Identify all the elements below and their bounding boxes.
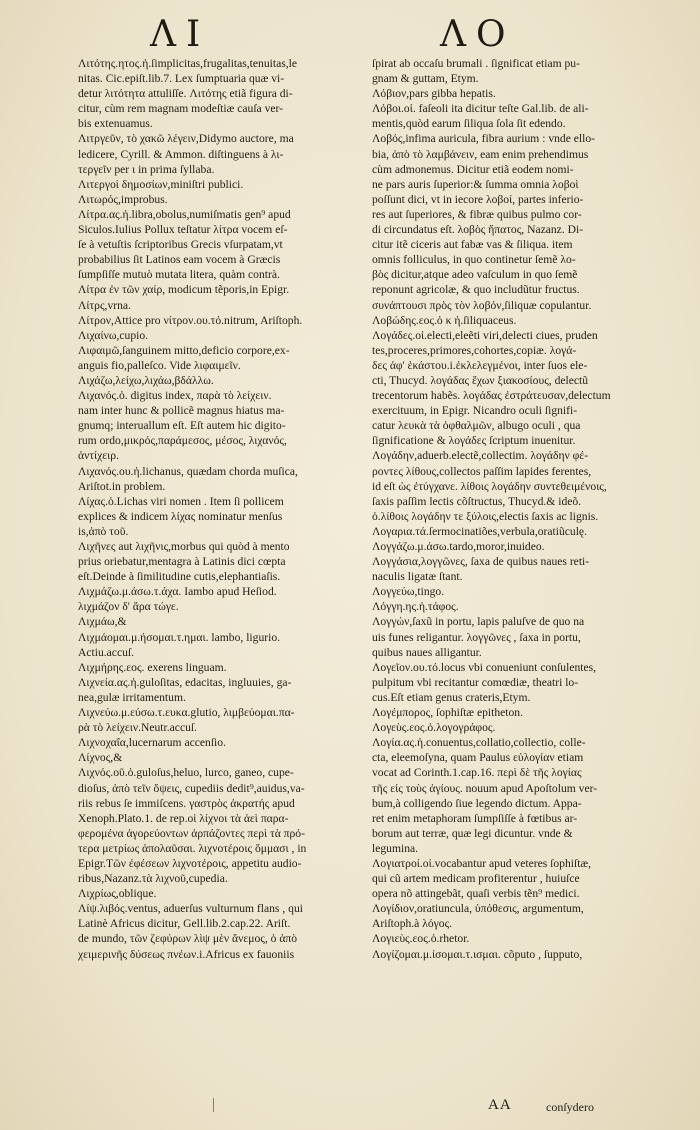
text-line: Xenoph.Plato.1. de rep.οἱ λίχνοι τὰ ἀεὶ παρα- — [78, 811, 289, 825]
text-line: poſſunt dici, vt in iecore λοβοί, partes inferio- — [372, 192, 584, 206]
text-line: Λογία.ας.ἡ.conuentus,collatio,collectio, colle- — [372, 736, 586, 750]
text-line: Λιτότης.ητος.ἡ.ſimplicitas,frugalitas,tenuitas,le — [78, 57, 298, 70]
text-line: Λοβώδης.εος.ὁ κ ἡ.ſiliquaceus. — [372, 313, 517, 327]
text-line: Λογγάσια,λογγῶνες, ſaxa de quibus naues reti- — [372, 555, 590, 569]
text-line: βὸς dicitur,atque adeo vaſculum in quo ſemẽ — [372, 268, 578, 282]
text-line: Λίτρς,vrna. — [78, 298, 131, 312]
text-line: Λιτωρός,improbus. — [78, 192, 168, 206]
text-line: pulpitum vbi recitantur comœdiæ, theatri lo- — [372, 675, 579, 689]
text-line: Λίτρα ἐν τῶν χαίρ, modicum tẽporis,in Epigr. — [78, 283, 290, 297]
text-line: τῆς εἰς τοὺς ἁγίους. nouum apud Apoſtolum ver- — [372, 781, 598, 795]
text-line: Λιχμήρης.εος. exerens linguam. — [78, 660, 227, 674]
text-line: id eſt ὡς ἐτύγχανε. λίθοις λογάδην συντεθειμένοις, — [372, 479, 607, 493]
text-line: Λόβοι.οἱ. faſeoli ita dicitur teſte Gal.lib. de ali- — [372, 102, 589, 116]
text-line: de mundo, τῶν ζεφύρων λὶψ μὲν ἄνεμος, ὁ ἀπὸ — [78, 932, 298, 946]
text-line: λιχμάζον δ' ἄρα τώγε. — [78, 600, 179, 614]
text-line: citur itẽ ciceris aut fabæ vas & ſiliqua. item — [372, 238, 573, 252]
text-line: tes,proceres,primores,cohortes,copiæ. λογά- — [372, 343, 577, 357]
text-line: Epigr.Tῶν ἐφέσεων λιχνοτέροις, appetitu audio- — [78, 856, 302, 870]
header-left-letters: ΛΙ — [150, 14, 211, 55]
text-line: ρὰ τὸ λείχειν.Neutr.accuſ. — [78, 721, 198, 735]
text-line: Λογγεύω,tingo. — [372, 585, 445, 599]
text-line: χειμερινῆς δύσεως πνέων.i.Africus ex fauoniis — [78, 947, 295, 961]
text-line: Λιχάζω,λείχω,λιχάω,βδάλλω. — [78, 373, 214, 387]
text-line: ret enim metaphoram ſumpſiſſe à fœtibus ar- — [372, 811, 578, 825]
text-line: uis funes religantur. λογγῶνες , ſaxa in portu, — [372, 630, 581, 644]
text-line: Λιχαίνω,cupio. — [78, 328, 149, 342]
text-line: ἀντίχειρ. — [78, 449, 119, 463]
text-line: Λογγών,ſaxũ in portu, lapis paluſve de quo na — [372, 615, 585, 629]
text-line: nea,gulæ irritamentum. — [78, 690, 186, 704]
text-line: ne pars auris ſuperior:& ſumma omnia λοβοὶ — [372, 177, 579, 191]
text-line: Latinè Africus dicitur, Gell.lib.2.cap.22. Ariſt. — [78, 917, 291, 931]
text-line: Ariſtot.in problem. — [78, 479, 166, 493]
page-mark — [213, 1098, 220, 1112]
text-line: Λογγάζω.μ.άσω.tardo,moror,inuideo. — [372, 540, 545, 553]
catchword: conſydero — [546, 1100, 594, 1114]
text-line: bum,à colligendo ſiue legendo dictum. Appa- — [372, 796, 582, 810]
text-line: Λιχνεύω.μ.εύσω.τ.ευκα.glutio, λιμβεύομαι.πα- — [78, 706, 295, 720]
text-line: prius oriebatur,mentagra à Latinis dici cœpta — [78, 555, 286, 569]
text-line: eſt.Deinde à ſimilitudine cutis,elephantiaſis. — [78, 570, 281, 584]
text-line: gnumq; interuallum eſt. Eſt autem hic digito- — [78, 419, 286, 433]
text-line: ſignificatione & λογάδες ſcriptum inuenitur. — [372, 434, 576, 448]
text-line: qui cũ artem medicam profiterentur , huiuſce — [372, 872, 580, 886]
text-line: omnis folliculus, in quo continetur ſemẽ λο- — [372, 253, 576, 267]
text-line: δες ἀφ' ἑκάστου.i.ἐκλελεγμένοι, inter ſuos ele- — [372, 358, 588, 372]
text-line: Λίχνος,& — [78, 751, 123, 765]
running-header — [0, 14, 700, 54]
text-line: mentis,quòd earum ſiliqua ſola ſit edendo. — [372, 117, 566, 131]
text-line: bis extenuamus. — [78, 117, 153, 131]
text-line: Λιχμάω,& — [78, 615, 127, 629]
text-line: Λιχνός.οῦ.ὁ.guloſus,heluo, lurco, ganeo, cupe- — [78, 766, 294, 780]
text-line: probabilius ſit Latinos eam vocem à Græcis — [78, 253, 281, 267]
text-line: Λογιεὺς.εος.ὁ.rhetor. — [372, 932, 470, 946]
text-line: Λογεὺς.εος.ὁ.λογογράφος. — [372, 721, 496, 735]
text-line: cùm admonemus. Dicitur etiã eodem nomi- — [372, 162, 574, 176]
text-line: Λιχανός.ὁ. digitus index, παρὰ τὸ λείχειν. — [78, 389, 272, 403]
header-right-letters: ΛΟ — [440, 14, 516, 55]
text-line: Λογίδιον,oratiuncula, ὑπόθεσις, argumentum, — [372, 902, 584, 916]
text-line: cti, Thucyd. λογάδας ἔχων ξιακοσίους, delectũ — [372, 373, 589, 387]
text-line: Λιχρίως,oblique. — [78, 887, 157, 901]
text-line: ſaxis paſſim lectis cõſtructus, Thucyd.& ideõ. — [372, 494, 582, 508]
text-line: cus.Eſt etiam genus crateris,Etym. — [372, 690, 531, 704]
text-line: res aut ſuperiores, & fibræ quibus pulmo cor- — [372, 207, 582, 221]
text-line: nitas. Cic.epiſt.lib.7. Lex ſumptuaria quæ vi- — [78, 72, 285, 86]
text-line: Λογέμπορος, ſophiſtæ epitheton. — [372, 706, 523, 720]
text-line: Λογεῖον.ου.τό.locus vbi conueniunt conſulentes, — [372, 660, 597, 674]
text-line: Λοβός,infima auricula, fibra aurium : vnde ello- — [372, 132, 596, 146]
text-line: Λιχνεία.ας.ἡ.guloſitas, edacitas, ingluuies, ga- — [78, 675, 292, 689]
text-line: τεργεῖν per ι in prima ſyllaba. — [78, 162, 215, 176]
text-line: naculis ligatæ ſtant. — [372, 570, 463, 584]
text-line: detur λιτότητα attuliſſe. Λιτότης etiã figura di- — [78, 87, 293, 101]
text-line: borum aut terræ, quæ legi dicuntur. vnde & — [372, 826, 573, 840]
text-line: Λιχανός.ου.ἡ.lichanus, quædam chorda muſica, — [78, 464, 298, 478]
text-line: ὁ.λίθοις λογάδην τε ξύλοις,electis ſaxis ac lignis. — [372, 509, 599, 523]
text-line: reponunt agricolæ, & quo includũtur fructus. — [372, 283, 580, 297]
text-line: ribus,Nazanz.τὰ λιχνοῦ,cupedia. — [78, 872, 228, 886]
text-line: Λιτεργοὶ δημοσίων,miniſtri publici. — [78, 177, 244, 191]
text-line: quibus naues alligantur. — [372, 645, 482, 659]
text-line: Λιφαιμῶ,ſanguinem mitto,deficio corpore,ex- — [78, 343, 290, 357]
text-line: Λογίζομαι.μ.ίσομαι.τ.ισμαι. cõputo , ſupputo, — [372, 947, 583, 961]
text-line: Λόγγη.ης.ἡ.τάφος. — [372, 600, 459, 614]
text-line: rum ordo,μικρός,παράμεσος, μέσος, λιχανός, — [78, 434, 287, 448]
text-line: opera nõ attingebãt, quaſi verbis tẽn⁹ medici. — [372, 887, 580, 901]
text-line: bia, ἀπὸ τὸ λαμβάνειν, eam enim prehendimus — [372, 147, 589, 161]
text-line: trecentorum habẽs. λογάδας ἐστράτευσαν,delectum — [372, 389, 611, 403]
text-line: ſumpſiſſe mutuò mutata litera, quàm contrà. — [78, 268, 280, 282]
text-line: συνάπτουσι πρὸς τὸν λοβόν,ſiliquæ copulantur. — [372, 298, 592, 312]
text-line: Λογιατροί.οἱ.vocabantur apud veteres ſophiſtæ, — [372, 856, 592, 870]
text-line: Actiu.accuſ. — [78, 645, 135, 659]
text-line: Λίτρα.ας.ἡ.libra,obolus,numiſmatis gen⁹ apud — [78, 207, 291, 221]
text-line: τερα μετρίως ἀπολαῦσαι. λιχνοτέροις ὄμμασι , in — [78, 841, 307, 855]
text-line: φερομένα ἀγορεύοντων ἀρπάζοντες περὶ τὰ πρό- — [78, 826, 305, 840]
text-line: Λογάδην,aduerb.electẽ,collectim. λογάδην φέ- — [372, 449, 589, 463]
text-line: cta, eleemoſyna, quam Paulus εὐλογίαν etiam — [372, 751, 584, 765]
text-line: legumina. — [372, 841, 419, 855]
signature-mark: AA — [488, 1097, 512, 1113]
text-line: Λίψ.λιβός.ventus, aduerſus vulturnum flans , qui — [78, 902, 303, 916]
text-line: Λίτρον,Attice pro νίτρον.ου.τό.nitrum, Ariſtoph. — [78, 313, 303, 327]
text-line: dioſus, ἀπὸ τεῖν ὄψεις, cupediis dedit⁹,auidus,va- — [78, 781, 305, 795]
text-line: vocat ad Corinth.1.cap.16. περὶ δὲ τῆς λογίας — [372, 766, 582, 780]
text-line: citur, cùm rem magnam modeſtiæ cauſa ver- — [78, 102, 284, 116]
text-line: nam inter hunc & pollicẽ magnus hiatus ma- — [78, 404, 285, 418]
text-line: Ariſtoph.à λόγος. — [372, 917, 453, 931]
text-line: explices & indicem λίχας nominatur menſus — [78, 509, 283, 523]
text-line: ſe à vetuſtis ſcriptoribus Grecis vſurpatam,vt — [78, 238, 283, 252]
text-line: Λιχῆνες aut λιχῆνις,morbus qui quòd à mento — [78, 540, 290, 553]
text-line: gnam & guttam, Etym. — [372, 72, 479, 86]
text-line: ροντες λίθους,collectos paſſim lapides ferentes, — [372, 464, 592, 478]
text-line: ledicere, Cyrill. & Ammon. diſtinguens à λι- — [78, 147, 284, 161]
text-line: ſpirat ab occaſu brumali . ſignificat etiam pu- — [372, 57, 580, 70]
text-line: riis rebus ſe immiſcens. γαστρὸς ἀκρατής apud — [78, 796, 295, 810]
right-column — [372, 56, 634, 962]
text-line: Λιχμάζω.μ.άσω.τ.άχα. Iambo apud Heſiod. — [78, 585, 277, 599]
text-line: Λιχνοχαΐα,lucernarum accenſio. — [78, 736, 226, 750]
text-line: Λογαρια.τά.ſermocinatiões,verbula,oratiũculę. — [372, 524, 587, 538]
text-line: di circundatus eſt. λοβὸς ἥπατος, Nazanz. Di- — [372, 223, 584, 237]
text-line: Siculos.Iulius Pollux teſtatur λίτρα vocem eſ- — [78, 223, 288, 237]
text-line: catur λευκὰ τὰ ὀφθαλμῶν, albugo oculi , qua — [372, 419, 581, 433]
text-line: Λογάδες.οἱ.electi,eleẽti viri,delecti ciues, pruden — [372, 328, 598, 342]
text-line: exercituum, in Epigr. Nicandro oculi ſignifi- — [372, 404, 578, 418]
text-line: is,ἀπὸ τοῦ. — [78, 524, 129, 538]
text-line: Λόβιον,pars gibba hepatis. — [372, 87, 496, 101]
text-line: Λίχας.ὁ.Lichas viri nomen . Item ſi pollicem — [78, 494, 284, 508]
text-line: Λιχμάομαι.μ.ήσομαι.τ.ημαι. lambo, ligurio. — [78, 630, 281, 644]
text-line: Λιτργεῦν, τὸ χακῶ λέγειν,Didymo auctore, ma — [78, 132, 294, 146]
left-column — [78, 56, 360, 962]
text-line: anguis fio,palleſco. Vide λιφαιμεῖν. — [78, 358, 241, 372]
